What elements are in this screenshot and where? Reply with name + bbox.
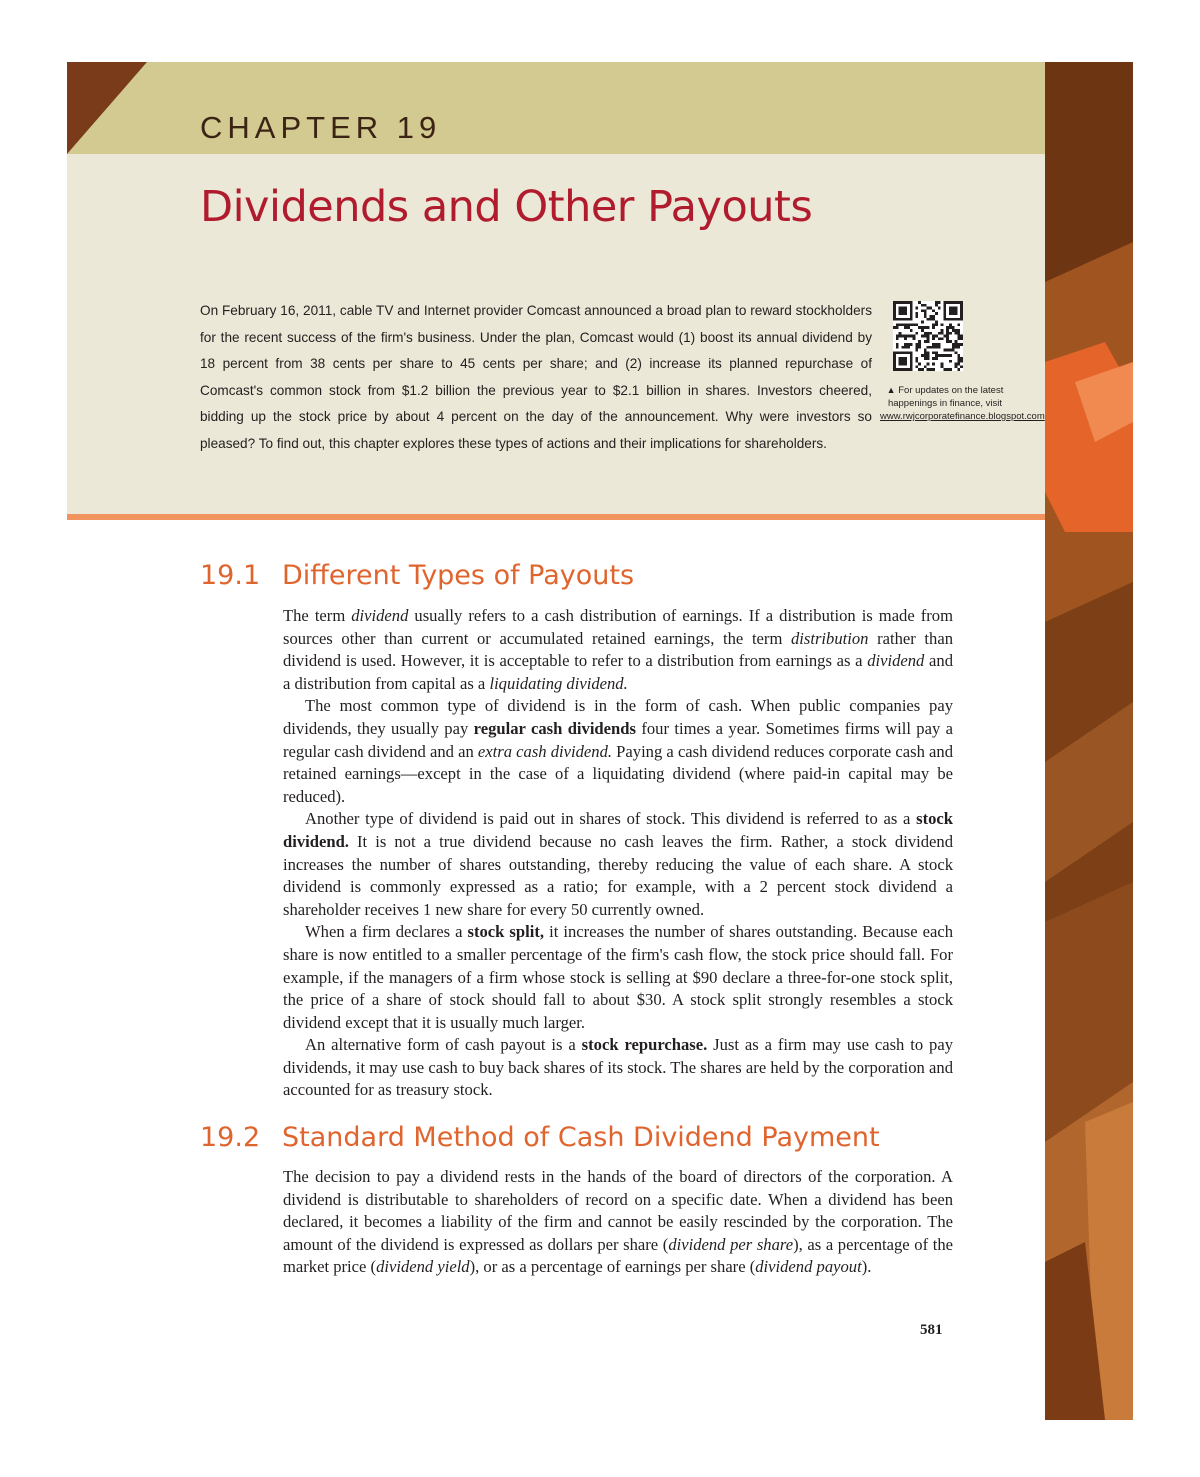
text-run: Paying a cash dividend reduces corporate cash and retained earnings—except in the case of a liquidating dividend (where paid-in capital may be reduced). <box>283 741 954 806</box>
body-paragraph <box>283 605 953 695</box>
corner-decoration <box>67 62 147 154</box>
text-run: It is not a true dividend because no cash leaves the firm. Rather, a stock dividend increases the number of shares outstanding, thereby reducing the value of each share. A stock dividend is commonly expressed as a ratio; for example, with a 2 percent stock dividend a shareholder receives 1 new share for every 50 currently owned. <box>283 831 953 919</box>
key-term: regular cash dividends <box>473 718 636 738</box>
blog-link[interactable]: www.rwjcorporatefinance.blogspot.com <box>880 411 1045 422</box>
italic-term: dividend per share <box>668 1234 794 1254</box>
text-run: ), as a percentage of the market price ( <box>283 1234 953 1277</box>
chapter-intro-text: On February 16, 2011, cable TV and Internet provider Comcast announced a broad plan to reward stockholders for the recent success of the firm's business. Under the plan, Comcast would (1) boost its annual dividend by 18 percent from 38 cents per share to 45 cents per share; and (2) increase its planned repurchase of Comcast's common stock from $1.2 billion the previous year to $2.1 billion in shares. Investors cheered, bidding up the stock price by about 4 percent on the day of the announcement. Why were investors so pleased? To find out, this chapter explores these types of actions and their implications for shareholders. <box>200 303 872 451</box>
triangle-up-icon: ▲ <box>886 385 896 395</box>
key-term: stock dividend. <box>283 809 953 851</box>
text-run: Another type of dividend is paid out in shares of stock. This dividend is referred to as a <box>305 809 917 829</box>
text-run: it increases the number of shares outstanding. Because each share is now entitled to a smaller percentage of the firm's cash flow, the stock price should fall. For example, if the managers of a firm whose stock is selling at $90 declare a three-for-one stock split, the price of a share of stock should fall to about $30. A stock split strongly resembles a stock dividend except that it is usually much larger. <box>283 922 953 1032</box>
qr-caption-text: For updates on the latest happenings in finance, visit <box>887 385 1004 409</box>
italic-term: dividend <box>351 606 409 625</box>
text-run: An alternative form of cash payout is a <box>305 1035 582 1055</box>
text-run: rather than dividend is used. However, it is acceptable to refer to a distribution from earnings as a <box>283 628 953 671</box>
section-title: Standard Method of Cash Dividend Payment <box>282 1122 880 1153</box>
text-run: ). <box>861 1257 872 1277</box>
body-paragraph <box>283 695 953 808</box>
section-heading-19-1 <box>200 560 634 591</box>
body-paragraph <box>283 808 953 921</box>
section-19-2-body <box>283 1166 953 1279</box>
qr-caption <box>880 384 1045 423</box>
chapter-title: Dividends and Other Payouts <box>200 182 813 232</box>
key-term: stock split, <box>467 922 545 942</box>
text-run: The decision to pay a dividend rests in the hands of the board of directors of the corporation. A dividend is distributable to shareholders of record on a specific date. When a dividend has been declared, it becomes a liability of the firm and cannot be easily rescinded by the corporation. The amount of the dividend is expressed as dollars per share ( <box>283 1167 953 1254</box>
body-paragraph <box>283 921 953 1034</box>
section-19-1-body <box>283 605 953 1102</box>
italic-term: extra cash dividend. <box>477 741 613 761</box>
text-run: The most common type of dividend is in the form of cash. When public companies pay dividends, they usually pay <box>283 696 953 738</box>
key-term: stock repurchase. <box>581 1035 708 1055</box>
section-number: 19.2 <box>200 1122 261 1153</box>
italic-term: liquidating dividend. <box>489 673 628 693</box>
qr-code-icon <box>893 301 963 371</box>
side-decoration <box>1045 62 1133 1420</box>
body-paragraph <box>283 1034 953 1102</box>
page-number: 581 <box>920 1322 943 1338</box>
text-run: ), or as a percentage of earnings per share ( <box>469 1257 756 1277</box>
text-run: When a firm declares a <box>305 922 468 942</box>
italic-term: distribution <box>791 628 869 648</box>
section-title: Different Types of Payouts <box>282 560 635 591</box>
text-run: usually refers to a cash distribution of earnings. If a distribution is made from sources other than current or accumulated retained earnings, the term <box>283 606 953 648</box>
text-run: and a distribution from capital as a <box>283 651 954 693</box>
orange-divider <box>67 514 1047 520</box>
text-run: four times a year. Sometimes firms will pay a regular cash dividend and an <box>283 718 954 761</box>
body-paragraph <box>283 1166 953 1279</box>
text-run: Just as a firm may use cash to pay dividends, it may use cash to buy back shares of its stock. The shares are held by the corporation and accounted for as treasury stock. <box>283 1035 953 1100</box>
italic-term: dividend <box>867 651 925 671</box>
italic-term: dividend yield <box>376 1257 470 1277</box>
text-run: The term <box>283 606 352 625</box>
chapter-label: CHAPTER 19 <box>200 110 442 145</box>
section-heading-19-2 <box>200 1122 880 1153</box>
italic-term: dividend payout <box>755 1257 862 1277</box>
section-number: 19.1 <box>200 560 261 591</box>
